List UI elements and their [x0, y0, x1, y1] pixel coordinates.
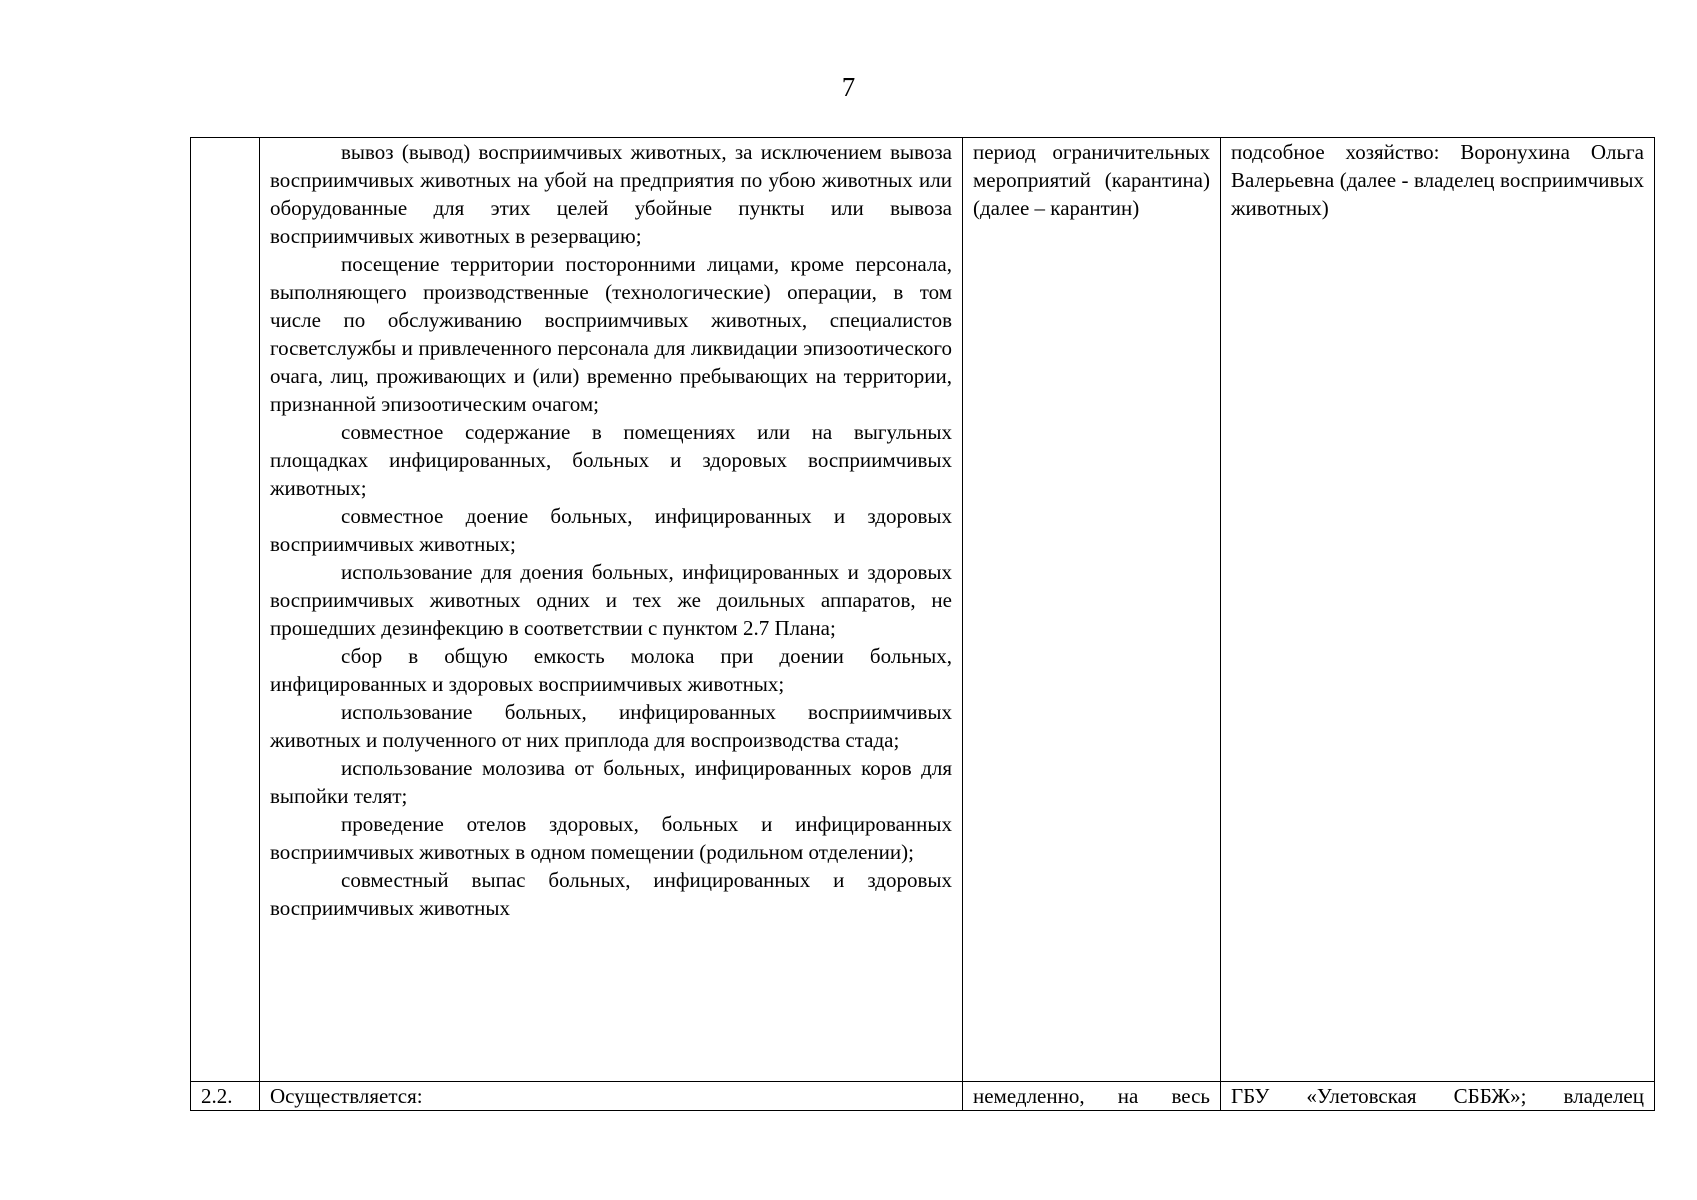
- measure-paragraph: совместное доение больных, инфицированных и здоровых восприимчивых животных;: [270, 504, 952, 556]
- measure-paragraph: совместный выпас больных, инфицированных и здоровых восприимчивых животных: [270, 868, 952, 920]
- responsible-cell: [1221, 138, 1655, 1082]
- measures-cell: [260, 138, 963, 1082]
- responsible-text: ГБУ «Улетовская СББЖ»; владелец: [1231, 1084, 1644, 1108]
- measure-paragraph: Осуществляется:: [270, 1084, 423, 1108]
- measure-paragraph: использование молозива от больных, инфицированных коров для выпойки телят;: [270, 756, 952, 808]
- responsible-text: подсобное хозяйство: Воронухина Ольга Валерьевна (далее - владелец восприимчивых животных): [1231, 140, 1644, 220]
- measure-paragraph: сбор в общую емкость молока при доении больных, инфицированных и здоровых восприимчивых животных;: [270, 644, 952, 696]
- measure-paragraph: проведение отелов здоровых, больных и инфицированных восприимчивых животных в одном помещении (родильном отделении);: [270, 812, 952, 864]
- measure-paragraph: вывоз (вывод) восприимчивых животных, за исключением вывоза восприимчивых животных на убой на предприятия по убою животных или оборудованные для этих целей убойные пункты или вывоза восприимчивых животных в резервацию;: [270, 140, 952, 248]
- term-text: немедленно, на весь: [973, 1084, 1210, 1108]
- measure-paragraph: использование больных, инфицированных восприимчивых животных и полученного от них приплода для воспроизводства стада;: [270, 700, 952, 752]
- measure-paragraph: посещение территории посторонними лицами, кроме персонала, выполняющего производственные (технологические) операции, в том числе по обслуживанию восприимчивых животных, специалистов госветслужбы и привлеченного персонала для ликвидации эпизоотического очага, лиц, проживающих и (или) временно пребывающих на территории, признанной эпизоотическим очагом;: [270, 252, 952, 416]
- table-row: [191, 138, 1655, 1082]
- measures-cell: [260, 1082, 963, 1111]
- measure-paragraph: совместное содержание в помещениях или на выгульных площадках инфицированных, больных и здоровых восприимчивых животных;: [270, 420, 952, 500]
- responsible-cell: [1221, 1082, 1655, 1111]
- page-number: 7: [841, 72, 856, 102]
- term-cell: [963, 138, 1221, 1082]
- row-number-cell: 2.2.: [191, 1082, 260, 1111]
- term-text: период ограничительных мероприятий (карантина) (далее – карантин): [973, 140, 1210, 220]
- measure-paragraph: использование для доения больных, инфицированных и здоровых восприимчивых животных одних и тех же доильных аппаратов, не прошедших дезинфекцию в соответствии с пунктом 2.7 Плана;: [270, 560, 952, 640]
- measures-table: [190, 137, 1655, 1111]
- table-row: [191, 1082, 1655, 1111]
- row-number-cell: [191, 138, 260, 1082]
- term-cell: [963, 1082, 1221, 1111]
